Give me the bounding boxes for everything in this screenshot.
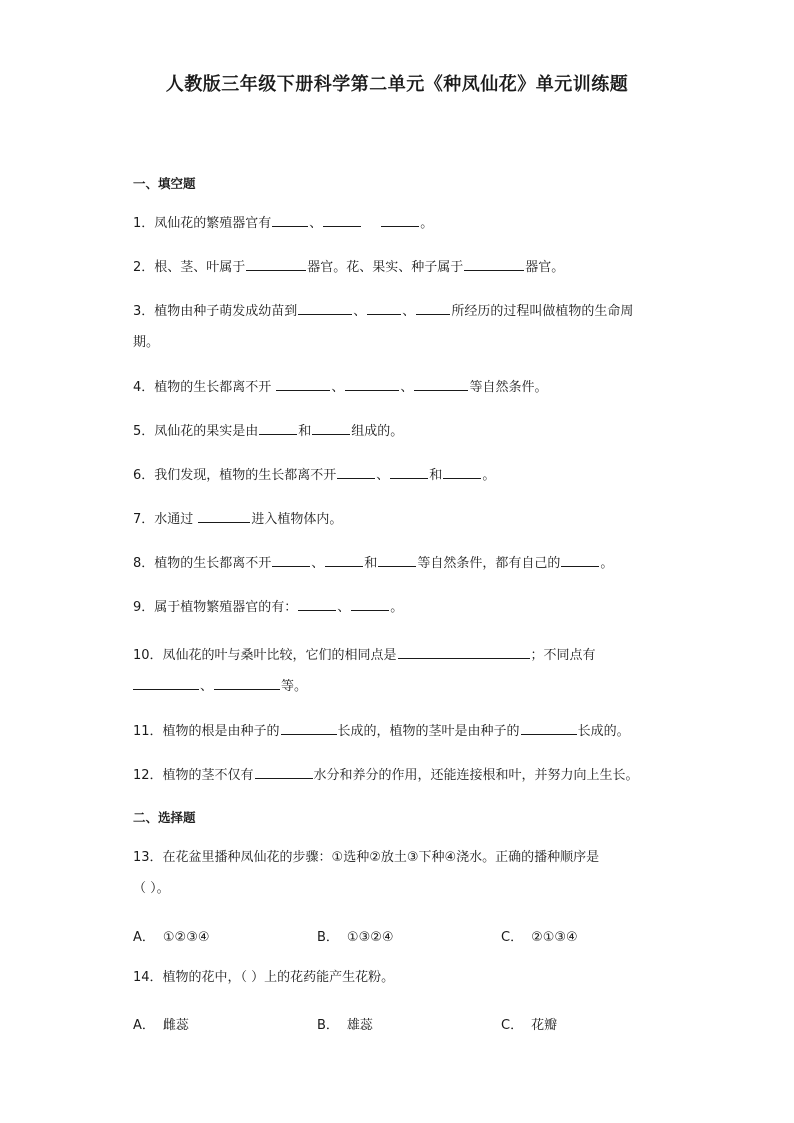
answer-blank[interactable] <box>337 464 375 479</box>
answer-blank[interactable] <box>351 596 389 611</box>
section-heading-choice: 二、选择题 <box>133 810 196 825</box>
question-8-text: 等自然条件，都有自己的 <box>417 556 561 571</box>
question-3 <box>133 296 673 358</box>
question-3-text: 3．植物由种子萌发成幼苗到 <box>133 304 298 319</box>
question-11 <box>133 716 673 747</box>
question-9-text: 。 <box>390 600 404 615</box>
answer-blank[interactable] <box>390 464 428 479</box>
answer-blank[interactable] <box>298 596 336 611</box>
question-14-options <box>133 1014 693 1034</box>
separator: 、 <box>200 679 214 694</box>
question-8-text: 和 <box>364 556 378 571</box>
answer-blank[interactable] <box>367 300 401 315</box>
question-6-text: 。 <box>482 468 496 483</box>
question-7-text: 7．水通过 <box>133 512 198 527</box>
answer-blank[interactable] <box>312 420 350 435</box>
question-7 <box>133 504 673 535</box>
question-6-text: 和 <box>429 468 443 483</box>
question-7-text: 进入植物体内。 <box>251 512 343 527</box>
question-2 <box>133 252 673 283</box>
separator: 、 <box>309 216 323 231</box>
answer-blank[interactable] <box>443 464 481 479</box>
question-11-text: 长成的，植物的茎叶是由种子的 <box>337 724 520 739</box>
option-a[interactable]: A． ①②③④ <box>133 930 210 945</box>
question-10-text: 10．凤仙花的叶与桑叶比较，它们的相同点是 <box>133 648 397 663</box>
page-title: 人教版三年级下册科学第二单元《种凤仙花》单元训练题 <box>165 74 629 95</box>
question-8-text: 8．植物的生长都离不开 <box>133 556 272 571</box>
answer-blank[interactable] <box>561 552 599 567</box>
question-5-text: 组成的。 <box>351 424 404 439</box>
question-5-text: 5．凤仙花的果实是由 <box>133 424 259 439</box>
separator: 、 <box>400 380 414 395</box>
answer-blank[interactable] <box>381 212 419 227</box>
separator: 、 <box>331 380 345 395</box>
answer-blank[interactable] <box>398 644 530 659</box>
answer-blank[interactable] <box>214 675 280 690</box>
answer-blank[interactable] <box>276 376 330 391</box>
question-3-text: 期。 <box>133 335 160 350</box>
answer-blank[interactable] <box>414 376 468 391</box>
answer-bracket[interactable]: （ ）。 <box>133 881 170 896</box>
question-2-text: 器官。花、果实、种子属于 <box>307 260 464 275</box>
answer-blank[interactable] <box>255 764 313 779</box>
separator: 、 <box>402 304 416 319</box>
answer-blank[interactable] <box>323 212 361 227</box>
question-1 <box>133 208 673 239</box>
question-9-text: 9．属于植物繁殖器官的有： <box>133 600 298 615</box>
question-10 <box>133 640 673 702</box>
question-2-text: 2．根、茎、叶属于 <box>133 260 246 275</box>
question-13 <box>133 842 673 904</box>
answer-blank[interactable] <box>198 508 250 523</box>
question-12 <box>133 760 673 791</box>
question-10-text: ；不同点有 <box>530 648 596 663</box>
question-13-text: 13．在花盆里播种凤仙花的步骤：①选种②放土③下种④浇水。正确的播种顺序是 <box>133 850 600 865</box>
answer-blank[interactable] <box>272 552 310 567</box>
question-6-text: 6．我们发现，植物的生长都离不开 <box>133 468 337 483</box>
question-8-text: 。 <box>600 556 614 571</box>
question-2-text: 器官。 <box>525 260 565 275</box>
question-6 <box>133 460 673 491</box>
answer-blank[interactable] <box>298 300 352 315</box>
question-4-text: 4．植物的生长都离不开 <box>133 380 276 395</box>
section-heading-fill: 一、填空题 <box>133 176 196 191</box>
answer-blank[interactable] <box>272 212 308 227</box>
separator: 、 <box>337 600 351 615</box>
question-1-text: 1．凤仙花的繁殖器官有 <box>133 216 272 231</box>
question-14-text[interactable]: 14．植物的花中，（ ）上的花药能产生花粉。 <box>133 970 395 985</box>
question-12-text: 水分和养分的作用，还能连接根和叶，并努力向上生长。 <box>313 768 639 783</box>
answer-blank[interactable] <box>133 675 199 690</box>
separator: 、 <box>311 556 325 571</box>
answer-blank[interactable] <box>345 376 399 391</box>
question-14 <box>133 962 673 993</box>
question-11-text: 11．植物的根是由种子的 <box>133 724 280 739</box>
question-4 <box>133 372 673 403</box>
answer-blank[interactable] <box>378 552 416 567</box>
question-10-text: 等。 <box>281 679 308 694</box>
question-13-options <box>133 926 693 946</box>
question-5 <box>133 416 673 447</box>
question-5-text: 和 <box>298 424 312 439</box>
answer-blank[interactable] <box>246 256 306 271</box>
answer-blank[interactable] <box>416 300 450 315</box>
question-4-text: 等自然条件。 <box>469 380 548 395</box>
question-11-text: 长成的。 <box>577 724 630 739</box>
question-3-text: 所经历的过程叫做植物的生命周 <box>451 304 634 319</box>
answer-blank[interactable] <box>464 256 524 271</box>
question-12-text: 12．植物的茎不仅有 <box>133 768 254 783</box>
option-a[interactable]: A． 雌蕊 <box>133 1018 189 1033</box>
answer-blank[interactable] <box>521 720 577 735</box>
separator: 、 <box>353 304 367 319</box>
option-b[interactable]: B． ①③②④ <box>317 930 394 945</box>
question-8 <box>133 548 673 579</box>
question-9 <box>133 592 673 623</box>
option-b[interactable]: B． 雄蕊 <box>317 1018 373 1033</box>
answer-blank[interactable] <box>325 552 363 567</box>
answer-blank[interactable] <box>281 720 337 735</box>
option-c[interactable]: C． ②①③④ <box>501 930 578 945</box>
separator: 、 <box>376 468 390 483</box>
answer-blank[interactable] <box>259 420 297 435</box>
option-c[interactable]: C． 花瓣 <box>501 1018 558 1033</box>
punctuation: 。 <box>420 216 434 231</box>
